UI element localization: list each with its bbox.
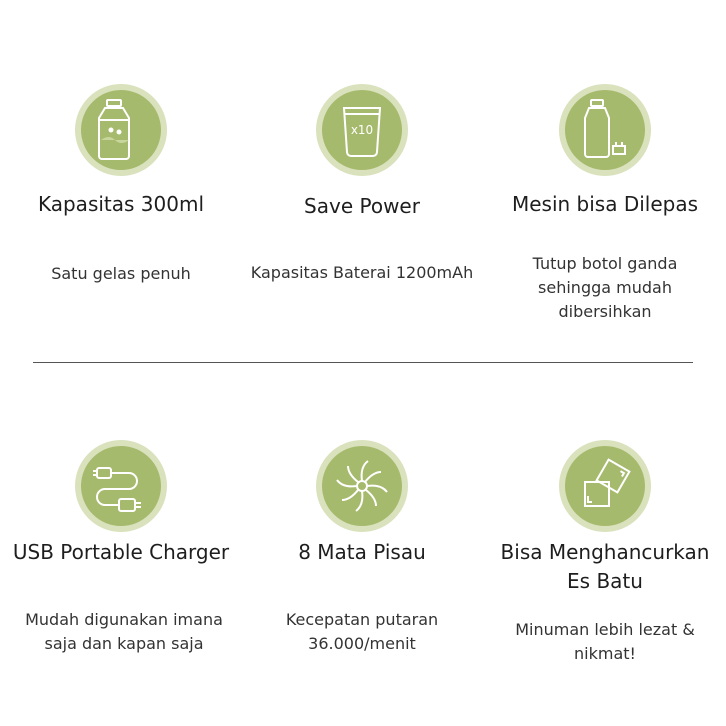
feature-title: 8 Mata Pisau [298, 540, 426, 564]
feature-usb-charger [0, 440, 242, 670]
usb-cable-icon [81, 446, 161, 526]
ice-cube-icon-badge [559, 440, 651, 532]
feature-title: Save Power [304, 194, 420, 218]
icon-multiplier-text: x10 [350, 123, 374, 137]
feature-description: Kapasitas Baterai 1200mAh [250, 263, 474, 282]
feature-title: Kapasitas 300ml [37, 192, 205, 216]
feature-description: Tutup botol ganda sehingga mudah dibersihkan [532, 254, 678, 321]
feature-description: Kecepatan putaran 36.000/menit [285, 610, 439, 653]
battery-cup-icon-badge [316, 84, 408, 176]
blade-icon-badge [316, 440, 408, 532]
bottle-icon-badge [75, 84, 167, 176]
feature-blades [241, 440, 483, 670]
feature-description: Satu gelas penuh [51, 264, 191, 283]
usb-cable-icon-badge [75, 440, 167, 532]
bottle-icon [81, 90, 161, 170]
feature-description: Minuman lebih lezat & nikmat! [515, 620, 695, 663]
detachable-bottle-icon [565, 90, 645, 170]
section-divider [33, 362, 693, 363]
blade-icon [322, 446, 402, 526]
feature-ice-crush [484, 440, 726, 680]
feature-title: Mesin bisa Dilepas [511, 192, 699, 216]
ice-cube-icon [565, 446, 645, 526]
feature-save-power [241, 84, 483, 304]
detachable-bottle-icon-badge [559, 84, 651, 176]
feature-description: Mudah digunakan imana saja dan kapan saja [25, 610, 223, 653]
feature-title: Bisa Menghancurkan Es Batu [500, 540, 710, 593]
feature-capacity [0, 84, 242, 304]
feature-detachable [484, 84, 726, 324]
feature-title: USB Portable Charger [12, 540, 230, 564]
